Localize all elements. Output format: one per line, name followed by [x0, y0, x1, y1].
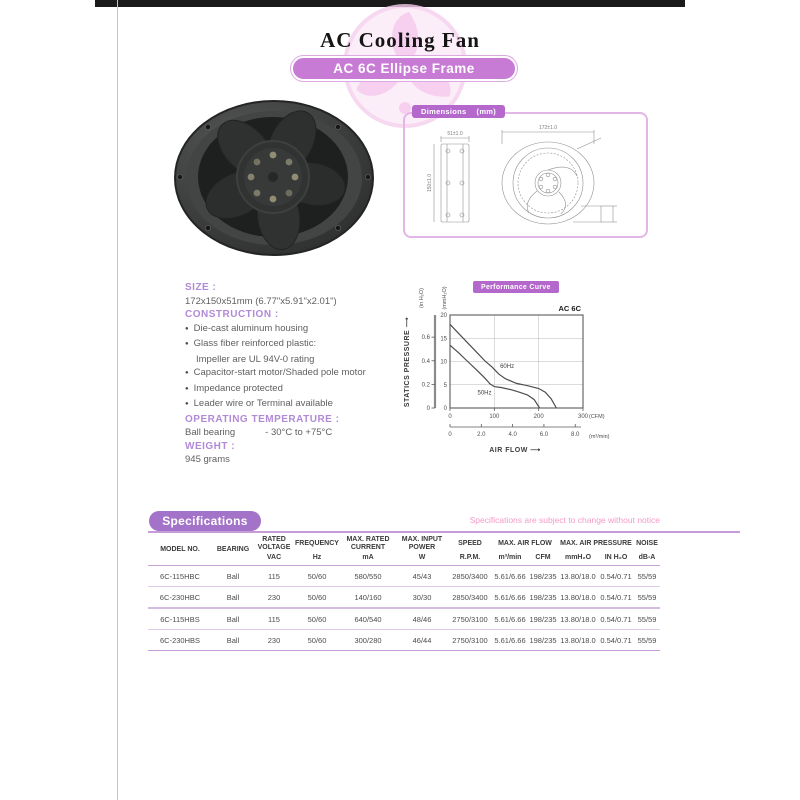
y-unit-in-label: (in H₂O) — [419, 288, 425, 308]
bullet-icon — [185, 366, 189, 382]
scan-left-edge — [117, 0, 118, 800]
column-header: BEARING — [212, 535, 254, 566]
value-cell: 55/59 — [637, 635, 657, 645]
size-value: 172x150x51mm (6.77"x5.91"x2.01") — [185, 295, 337, 307]
value-cell: 115 — [268, 571, 280, 581]
y-tick-mm: 0 — [443, 406, 447, 412]
construction-item: ● Impedance protected — [185, 382, 407, 398]
model-cell: 6C-115HBS — [160, 614, 200, 624]
table-row — [148, 587, 660, 609]
temperature-range: - 30°C to +75°C — [265, 427, 333, 438]
value-cell: 13.80/18.0 — [560, 635, 596, 645]
specifications-table — [148, 535, 660, 651]
y-tick-mm: 20 — [440, 313, 447, 319]
weight-heading: WEIGHT : — [185, 440, 236, 452]
column-unit: CFM — [528, 553, 558, 566]
value-cell: Ball — [226, 614, 240, 624]
dim-depth-label: 51±1.0 — [447, 131, 463, 137]
column-header: MAX. INPUT POWER — [401, 536, 443, 551]
column-unit: mA — [340, 553, 396, 566]
x-unit-cfm-label: (CFM) — [589, 414, 605, 420]
performance-chart — [395, 270, 650, 465]
page-title: AC Cooling Fan — [320, 28, 480, 52]
column-unit: IN H₂O — [598, 553, 634, 566]
column-unit: dB-A — [634, 553, 660, 566]
dimension-drawing — [405, 114, 646, 236]
bearing-type: Ball bearing — [185, 427, 236, 438]
value-cell: 0.54/0.71 — [600, 635, 632, 645]
dimensions-panel — [403, 112, 648, 238]
bullet-icon — [185, 337, 189, 353]
value-cell: 55/59 — [637, 614, 657, 624]
construction-list — [185, 322, 407, 413]
dimensions-badge-unit: (mm) — [476, 107, 497, 116]
performance-curve-label: Performance Curve — [481, 283, 551, 291]
value-cell: Ball — [226, 635, 240, 645]
spec-disclaimer: Specifications are subject to change without notice — [469, 515, 660, 525]
value-cell: Ball — [226, 592, 240, 602]
column-unit: W — [396, 553, 448, 566]
dim-height-label: 150±1.0 — [427, 173, 433, 193]
y-tick-mm: 15 — [440, 336, 447, 343]
value-cell: 50/60 — [307, 635, 327, 645]
value-cell: 50/60 — [307, 592, 327, 602]
weight-value: 945 grams — [185, 454, 230, 465]
value-cell: 0.54/0.71 — [600, 571, 632, 581]
operating-heading: OPERATING TEMPERATURE : — [185, 413, 340, 425]
value-cell: 198/235 — [529, 614, 557, 624]
value-cell: 5.61/6.66 — [494, 571, 526, 581]
y-tick-in: 0.4 — [421, 358, 430, 365]
chart-model-label: AC 6C — [558, 304, 581, 313]
bullet-icon — [185, 382, 189, 398]
value-cell: 230 — [267, 635, 281, 645]
product-info — [185, 281, 407, 467]
y-tick-mm: 5 — [443, 382, 447, 389]
section-divider — [148, 531, 740, 533]
column-header: SPEED — [458, 540, 482, 547]
value-cell: 46/44 — [412, 635, 432, 645]
column-header: FREQUENCY — [295, 540, 339, 547]
x-tick-cfm: 200 — [533, 414, 544, 420]
performance-curve-badge — [473, 281, 559, 293]
value-cell: 13.80/18.0 — [560, 614, 596, 624]
x-tick-m3min: 2.0 — [477, 432, 486, 438]
bullet-icon — [185, 322, 189, 338]
construction-heading: CONSTRUCTION : — [185, 309, 279, 320]
y-axis-title: STATICS PRESSURE ⟶ — [404, 316, 411, 408]
value-cell: 2750/3100 — [452, 635, 488, 645]
y-tick-in: 0 — [426, 406, 430, 412]
x-tick-m3min: 4.0 — [508, 432, 517, 438]
x-tick-cfm: 0 — [448, 414, 452, 420]
column-header: RATED VOLTAGE — [257, 536, 291, 551]
construction-item: ● Leader wire or Terminal available — [185, 397, 407, 413]
value-cell: 198/235 — [529, 592, 557, 602]
value-cell: 48/46 — [412, 614, 432, 624]
column-header: MAX. RATED CURRENT — [346, 536, 390, 551]
dimensions-badge — [412, 105, 505, 118]
column-header: MAX. AIR FLOW — [498, 540, 552, 547]
value-cell: 5.61/6.66 — [494, 592, 526, 602]
x-tick-m3min: 0 — [448, 432, 452, 438]
column-header: MODEL NO. — [148, 535, 212, 566]
value-cell: 0.54/0.71 — [600, 614, 632, 624]
bullet-icon — [185, 397, 189, 413]
value-cell: 5.61/6.66 — [494, 635, 526, 645]
value-cell: 13.80/18.0 — [560, 592, 596, 602]
curve-50Hz — [450, 345, 540, 408]
value-cell: 640/540 — [354, 614, 382, 624]
value-cell: 2750/3100 — [452, 614, 488, 624]
specifications-badge — [149, 511, 261, 531]
model-cell: 6C-230HBC — [159, 592, 201, 602]
model-series-badge — [291, 56, 517, 81]
size-heading: SIZE : — [185, 282, 217, 293]
model-cell: 6C-115HBC — [160, 571, 200, 581]
column-unit: R.P.M. — [448, 553, 492, 566]
value-cell: 50/60 — [307, 571, 327, 581]
model-cell: 6C-230HBS — [159, 635, 201, 645]
value-cell: 115 — [268, 614, 280, 624]
value-cell: 30/30 — [412, 592, 432, 602]
value-cell: 230 — [267, 592, 281, 602]
construction-item: ● Glass fiber reinforced plastic: — [185, 337, 407, 353]
curve-label-50Hz: 50Hz — [477, 390, 492, 397]
construction-item: ● Die-cast aluminum housing — [185, 322, 407, 338]
value-cell: 0.54/0.71 — [600, 592, 632, 602]
x-tick-m3min: 8.0 — [571, 432, 580, 438]
table-row — [148, 608, 660, 630]
value-cell: 55/59 — [637, 571, 657, 581]
value-cell: 140/160 — [354, 592, 382, 602]
column-unit: Hz — [294, 553, 340, 566]
column-unit: VAC — [254, 553, 294, 566]
value-cell: 13.80/18.0 — [560, 571, 596, 581]
table-row — [148, 566, 660, 587]
y-tick-in: 0.2 — [421, 382, 430, 389]
value-cell: 50/60 — [307, 614, 327, 624]
dim-width-label: 172±1.0 — [538, 125, 558, 131]
value-cell: 300/280 — [354, 635, 382, 645]
x-tick-cfm: 100 — [489, 414, 500, 420]
value-cell: 2850/3400 — [452, 592, 488, 602]
dimensions-badge-label: Dimensions — [421, 107, 467, 116]
value-cell: 2850/3400 — [452, 571, 488, 581]
construction-item-cont: Impeller are UL 94V-0 rating — [196, 353, 315, 365]
y-unit-mm-label: (mmH₂O) — [442, 286, 448, 310]
value-cell: 198/235 — [529, 571, 557, 581]
value-cell: 55/59 — [637, 592, 657, 602]
y-tick-mm: 10 — [440, 359, 447, 366]
value-cell: 580/550 — [354, 571, 382, 581]
column-unit: mmH₂O — [558, 553, 598, 566]
value-cell: 45/43 — [412, 571, 432, 581]
curve-label-60Hz: 60Hz — [500, 364, 515, 371]
fan-product-photo — [172, 98, 382, 263]
column-header: NOISE — [636, 540, 658, 547]
x-axis-title: AIR FLOW ⟶ — [489, 447, 541, 454]
x-tick-cfm: 300 — [577, 414, 589, 420]
value-cell: 198/235 — [529, 635, 557, 645]
table-row — [148, 630, 660, 651]
construction-item: ● Capacitor-start motor/Shaded pole motor — [185, 366, 407, 382]
operating-line — [185, 426, 407, 440]
value-cell: 5.61/6.66 — [494, 614, 526, 624]
model-series-label: AC 6C Ellipse Frame — [333, 61, 475, 76]
y-tick-in: 0.6 — [421, 335, 430, 342]
value-cell: Ball — [226, 571, 240, 581]
x-tick-m3min: 6.0 — [539, 432, 549, 438]
specifications-label: Specifications — [162, 514, 248, 528]
x-unit-m3-label: (m³/min) — [589, 434, 610, 440]
column-header: MAX. AIR PRESSURE — [560, 540, 632, 547]
column-unit: m³/min — [492, 553, 528, 566]
